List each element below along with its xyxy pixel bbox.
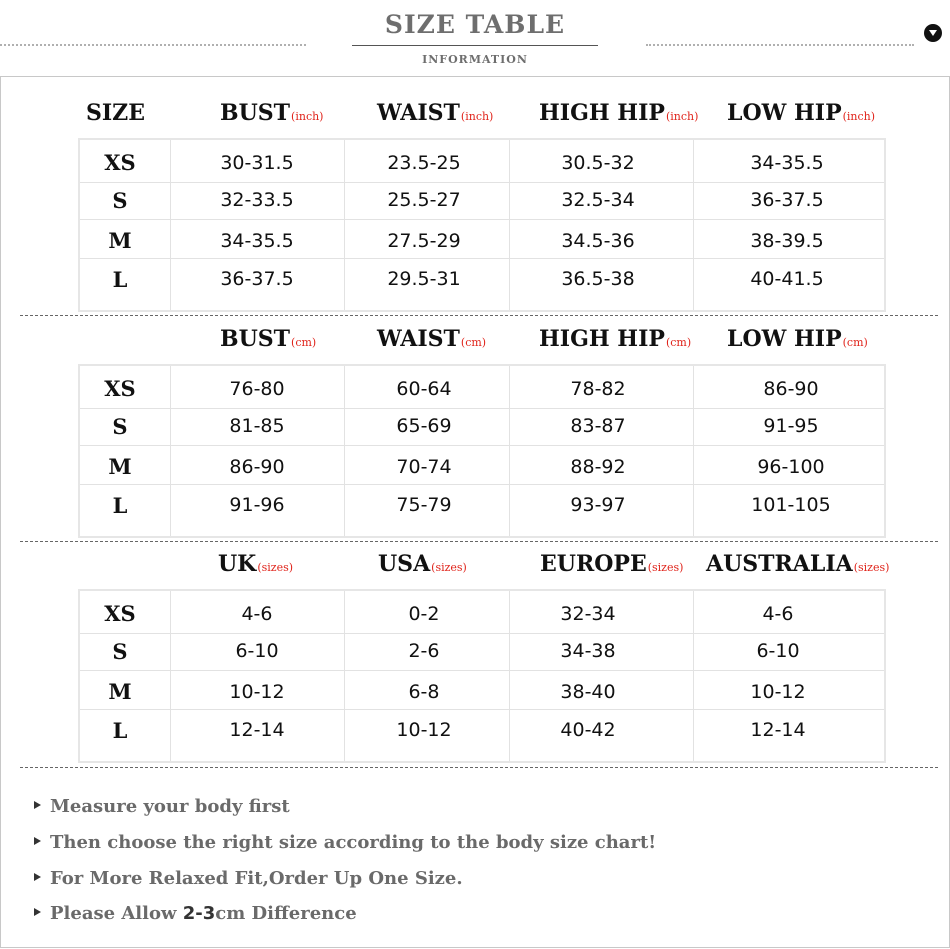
table-cell: 75-79 [396, 494, 452, 516]
table-cell: 36.5-38 [561, 268, 635, 290]
cm-col-waist [377, 326, 486, 352]
col-label: USA [378, 551, 431, 577]
row-size-label: L [112, 493, 128, 518]
col-unit: (sizes) [431, 561, 467, 574]
col-unit: (cm) [665, 336, 692, 349]
inch-col-bust [220, 100, 323, 126]
inch-table [78, 138, 886, 312]
table-cell: 29.5-31 [387, 268, 461, 290]
chevron-down-icon[interactable] [924, 24, 942, 42]
table-cell: 93-97 [570, 494, 626, 516]
inch-col-high-hip [539, 100, 698, 126]
table-cell: 32.5-34 [561, 189, 635, 211]
table-cell: 88-92 [570, 456, 626, 478]
row-size-label: L [112, 267, 128, 292]
row-size-label: XS [104, 150, 136, 175]
col-unit: (inch) [460, 110, 494, 123]
table-cell: 38-40 [560, 681, 616, 703]
col-label: LOW HIP [727, 100, 842, 126]
table-cell: 23.5-25 [387, 152, 461, 174]
inch-col-low-hip [727, 100, 875, 126]
col-label: HIGH HIP [539, 326, 665, 352]
table-cell: 40-41.5 [750, 268, 824, 290]
table-cell: 30-31.5 [220, 152, 294, 174]
row-size-label: M [108, 454, 132, 479]
table-divider [80, 709, 884, 710]
note-text-post: cm Difference [215, 903, 357, 924]
note-measure [34, 796, 290, 817]
table-cell: 83-87 [570, 415, 626, 437]
table-cell: 0-2 [408, 603, 440, 625]
col-unit: (cm) [842, 336, 868, 349]
table-cell: 34-38 [560, 640, 616, 662]
col-label: WAIST [377, 100, 460, 126]
table-divider [80, 633, 884, 634]
table-divider [80, 408, 884, 409]
table-cell: 65-69 [396, 415, 452, 437]
sizes-col-uk [218, 551, 293, 577]
cm-col-high-hip [539, 326, 691, 352]
note-text-pre: Please Allow [50, 903, 183, 924]
table-cell: 10-12 [750, 681, 806, 703]
note-text: Measure your body first [50, 796, 290, 817]
table-cell: 25.5-27 [387, 189, 461, 211]
table-cell: 36-37.5 [750, 189, 824, 211]
table-divider [693, 366, 694, 536]
row-size-label: M [108, 679, 132, 704]
table-cell: 32-34 [560, 603, 616, 625]
table-cell: 10-12 [229, 681, 285, 703]
table-cell: 6-8 [408, 681, 440, 703]
table-divider [170, 366, 171, 536]
col-unit: (sizes) [853, 561, 890, 574]
col-unit: (inch) [842, 110, 876, 123]
col-label: BUST [220, 326, 291, 352]
note-relaxed-fit [34, 868, 463, 889]
col-label: AUSTRALIA [706, 551, 853, 577]
row-size-label: S [112, 414, 128, 439]
triangle-bullet-icon [34, 908, 41, 916]
note-text: For More Relaxed Fit,Order Up One Size. [50, 868, 463, 889]
table-cell: 2-6 [408, 640, 440, 662]
note-text-emphasis: 2-3 [182, 903, 216, 924]
sizes-col-europe [540, 551, 683, 577]
table-divider [80, 182, 884, 183]
triangle-bullet-icon [34, 801, 41, 809]
table-divider [80, 445, 884, 446]
col-label: WAIST [377, 326, 460, 352]
table-cell: 96-100 [757, 456, 825, 478]
size-corner-label: SIZE [86, 100, 146, 126]
col-label: BUST [220, 100, 291, 126]
row-size-label: XS [104, 376, 136, 401]
col-label: UK [218, 551, 257, 577]
table-cell: 101-105 [751, 494, 831, 516]
table-cell: 30.5-32 [561, 152, 635, 174]
col-label: EUROPE [540, 551, 647, 577]
table-cell: 91-96 [229, 494, 285, 516]
sizes-col-australia [706, 551, 889, 577]
col-unit: (inch) [665, 110, 699, 123]
table-cell: 81-85 [229, 415, 285, 437]
table-divider [693, 591, 694, 761]
page-title: SIZE TABLE [384, 10, 566, 39]
table-cell: 10-12 [396, 719, 452, 741]
table-cell: 12-14 [750, 719, 806, 741]
table-cell: 6-10 [235, 640, 279, 662]
table-cell: 70-74 [396, 456, 452, 478]
table-divider [509, 140, 510, 310]
table-divider [693, 140, 694, 310]
table-cell: 12-14 [229, 719, 285, 741]
table-cell: 76-80 [229, 378, 285, 400]
row-size-label: XS [104, 601, 136, 626]
cm-table [78, 364, 886, 538]
col-label: HIGH HIP [539, 100, 665, 126]
header-dotted-rule-right [646, 44, 914, 46]
col-unit: (cm) [460, 336, 487, 349]
table-cell: 4-6 [241, 603, 273, 625]
table-divider [170, 140, 171, 310]
triangle-bullet-icon [34, 837, 41, 845]
sizes-col-usa [378, 551, 467, 577]
table-divider [509, 366, 510, 536]
table-cell: 91-95 [763, 415, 819, 437]
note-difference [34, 903, 357, 924]
row-size-label: M [108, 228, 132, 253]
table-cell: 34.5-36 [561, 230, 635, 252]
col-unit: (sizes) [257, 561, 294, 574]
col-unit: (inch) [291, 110, 324, 123]
section-separator [20, 315, 938, 316]
header-dotted-rule-left [0, 44, 306, 46]
header-underline [352, 45, 598, 46]
table-cell: 34-35.5 [750, 152, 824, 174]
table-cell: 86-90 [229, 456, 285, 478]
table-cell: 34-35.5 [220, 230, 294, 252]
row-size-label: S [112, 639, 128, 664]
table-divider [170, 591, 171, 761]
table-divider [80, 484, 884, 485]
note-choose-size [34, 832, 656, 853]
table-divider [80, 219, 884, 220]
note-text: Then choose the right size according to the body size chart! [50, 832, 657, 853]
triangle-bullet-icon [34, 873, 41, 881]
table-cell: 86-90 [763, 378, 819, 400]
row-size-label: L [112, 718, 128, 743]
inch-col-waist [377, 100, 493, 126]
col-label: LOW HIP [727, 326, 842, 352]
international-sizes-table [78, 589, 886, 763]
cm-col-low-hip [727, 326, 868, 352]
table-cell: 4-6 [762, 603, 794, 625]
col-unit: (cm) [291, 336, 317, 349]
table-cell: 32-33.5 [220, 189, 294, 211]
table-cell: 78-82 [570, 378, 626, 400]
table-divider [80, 258, 884, 259]
table-divider [80, 670, 884, 671]
section-separator [20, 541, 938, 542]
col-unit: (sizes) [647, 561, 684, 574]
table-cell: 38-39.5 [750, 230, 824, 252]
table-cell: 36-37.5 [220, 268, 294, 290]
cm-col-bust [220, 326, 316, 352]
page-subtitle: INFORMATION [422, 53, 528, 66]
section-separator [20, 767, 938, 768]
row-size-label: S [112, 188, 128, 213]
table-cell: 60-64 [396, 378, 452, 400]
table-cell: 27.5-29 [387, 230, 461, 252]
table-cell: 40-42 [560, 719, 616, 741]
table-cell: 6-10 [756, 640, 800, 662]
